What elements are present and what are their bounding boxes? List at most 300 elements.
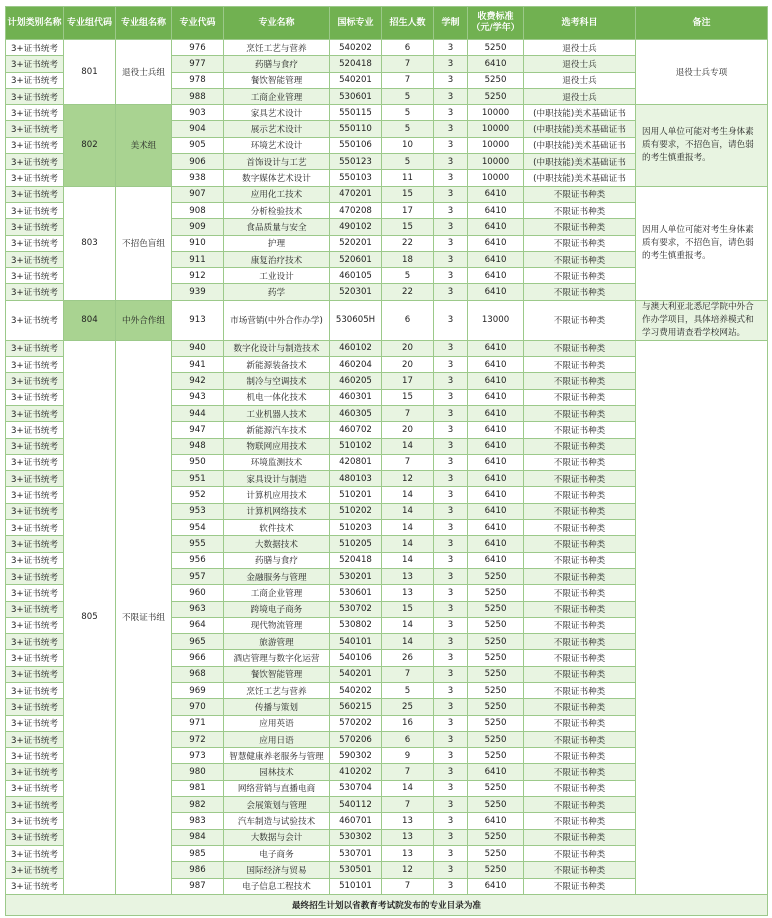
table-row: [6, 40, 768, 56]
duration-cell: 3: [434, 634, 468, 650]
national-major-code-cell: 470208: [330, 202, 382, 218]
group-name-cell: 美术组: [116, 105, 172, 186]
enrollment-count-cell: 12: [382, 471, 434, 487]
exam-subject-cell: 不限证书种类: [524, 202, 636, 218]
tuition-cell: 6410: [468, 357, 524, 373]
admission-plan-table: [5, 6, 768, 916]
national-major-code-cell: 490102: [330, 219, 382, 235]
enrollment-count-cell: 13: [382, 845, 434, 861]
tuition-cell: 6410: [468, 405, 524, 421]
major-name-cell: 电子商务: [224, 845, 330, 861]
duration-cell: 3: [434, 154, 468, 170]
national-major-code-cell: 470201: [330, 186, 382, 202]
national-major-code-cell: 460702: [330, 422, 382, 438]
enrollment-count-cell: 14: [382, 634, 434, 650]
enrollment-count-cell: 7: [382, 878, 434, 894]
major-code-cell: 944: [172, 405, 224, 421]
plan-category-cell: 3+证书统考: [6, 373, 64, 389]
major-code-cell: 909: [172, 219, 224, 235]
group-code-cell: 805: [64, 340, 116, 894]
duration-cell: 3: [434, 373, 468, 389]
plan-category-cell: 3+证书统考: [6, 300, 64, 340]
plan-category-cell: 3+证书统考: [6, 471, 64, 487]
major-name-cell: 应用日语: [224, 731, 330, 747]
remark-cell: [636, 340, 768, 894]
major-code-cell: 955: [172, 536, 224, 552]
exam-subject-cell: 不限证书种类: [524, 780, 636, 796]
major-name-cell: 电子信息工程技术: [224, 878, 330, 894]
tuition-cell: 5250: [468, 650, 524, 666]
duration-cell: 3: [434, 471, 468, 487]
enrollment-count-cell: 7: [382, 405, 434, 421]
exam-subject-cell: 不限证书种类: [524, 284, 636, 300]
major-code-cell: 986: [172, 862, 224, 878]
major-code-cell: 960: [172, 585, 224, 601]
enrollment-count-cell: 22: [382, 284, 434, 300]
enrollment-count-cell: 14: [382, 780, 434, 796]
major-name-cell: 餐饮智能管理: [224, 666, 330, 682]
duration-cell: 3: [434, 666, 468, 682]
tuition-cell: 5250: [468, 72, 524, 88]
plan-category-cell: 3+证书统考: [6, 56, 64, 72]
tuition-cell: 6410: [468, 219, 524, 235]
major-code-cell: 911: [172, 251, 224, 267]
major-code-cell: 942: [172, 373, 224, 389]
header-cell: 收费标准（元/学年）: [468, 7, 524, 40]
major-code-cell: 980: [172, 764, 224, 780]
duration-cell: 3: [434, 682, 468, 698]
footer-row: [6, 894, 768, 915]
major-name-cell: 展示艺术设计: [224, 121, 330, 137]
plan-category-cell: 3+证书统考: [6, 731, 64, 747]
table-row: [6, 340, 768, 356]
national-major-code-cell: 510201: [330, 487, 382, 503]
header-cell: 专业组名称: [116, 7, 172, 40]
plan-category-cell: 3+证书统考: [6, 845, 64, 861]
enrollment-count-cell: 16: [382, 715, 434, 731]
major-code-cell: 939: [172, 284, 224, 300]
plan-category-cell: 3+证书统考: [6, 105, 64, 121]
exam-subject-cell: 不限证书种类: [524, 219, 636, 235]
major-code-cell: 952: [172, 487, 224, 503]
table-row: [6, 300, 768, 340]
plan-category-cell: 3+证书统考: [6, 536, 64, 552]
national-major-code-cell: 530601: [330, 585, 382, 601]
exam-subject-cell: 不限证书种类: [524, 405, 636, 421]
major-name-cell: 数字化设计与制造技术: [224, 340, 330, 356]
plan-category-cell: 3+证书统考: [6, 340, 64, 356]
major-code-cell: 940: [172, 340, 224, 356]
header-cell: 计划类别名称: [6, 7, 64, 40]
duration-cell: 3: [434, 340, 468, 356]
major-code-cell: 953: [172, 503, 224, 519]
plan-category-cell: 3+证书统考: [6, 72, 64, 88]
national-major-code-cell: 540201: [330, 72, 382, 88]
remark-cell: 因用人单位可能对考生身体素质有要求，不招色盲，请色弱的考生慎重报考。: [636, 105, 768, 186]
duration-cell: 3: [434, 422, 468, 438]
duration-cell: 3: [434, 601, 468, 617]
plan-category-cell: 3+证书统考: [6, 878, 64, 894]
plan-category-cell: 3+证书统考: [6, 552, 64, 568]
major-name-cell: 园林技术: [224, 764, 330, 780]
tuition-cell: 6410: [468, 202, 524, 218]
national-major-code-cell: 530704: [330, 780, 382, 796]
national-major-code-cell: 510205: [330, 536, 382, 552]
duration-cell: 3: [434, 284, 468, 300]
tuition-cell: 6410: [468, 268, 524, 284]
major-name-cell: 软件技术: [224, 520, 330, 536]
duration-cell: 3: [434, 170, 468, 186]
exam-subject-cell: 不限证书种类: [524, 845, 636, 861]
major-code-cell: 971: [172, 715, 224, 731]
enrollment-count-cell: 18: [382, 251, 434, 267]
enrollment-count-cell: 6: [382, 731, 434, 747]
tuition-cell: 5250: [468, 585, 524, 601]
duration-cell: 3: [434, 862, 468, 878]
exam-subject-cell: 不限证书种类: [524, 634, 636, 650]
table-row: [6, 186, 768, 202]
plan-category-cell: 3+证书统考: [6, 568, 64, 584]
duration-cell: 3: [434, 764, 468, 780]
plan-category-cell: 3+证书统考: [6, 797, 64, 813]
plan-category-cell: 3+证书统考: [6, 585, 64, 601]
major-code-cell: 951: [172, 471, 224, 487]
national-major-code-cell: 460105: [330, 268, 382, 284]
enrollment-count-cell: 14: [382, 536, 434, 552]
enrollment-count-cell: 14: [382, 552, 434, 568]
national-major-code-cell: 540112: [330, 797, 382, 813]
duration-cell: 3: [434, 88, 468, 104]
plan-category-cell: 3+证书统考: [6, 520, 64, 536]
header-cell: 专业代码: [172, 7, 224, 40]
national-major-code-cell: 510101: [330, 878, 382, 894]
plan-category-cell: 3+证书统考: [6, 780, 64, 796]
duration-cell: 3: [434, 780, 468, 796]
tuition-cell: 10000: [468, 170, 524, 186]
enrollment-count-cell: 7: [382, 666, 434, 682]
tuition-cell: 5250: [468, 797, 524, 813]
major-name-cell: 机电一体化技术: [224, 389, 330, 405]
exam-subject-cell: 不限证书种类: [524, 357, 636, 373]
tuition-cell: 5250: [468, 634, 524, 650]
national-major-code-cell: 520201: [330, 235, 382, 251]
header-cell: 备注: [636, 7, 768, 40]
duration-cell: 3: [434, 56, 468, 72]
major-code-cell: 948: [172, 438, 224, 454]
tuition-cell: 5250: [468, 601, 524, 617]
enrollment-count-cell: 13: [382, 813, 434, 829]
national-major-code-cell: 460305: [330, 405, 382, 421]
duration-cell: 3: [434, 405, 468, 421]
plan-category-cell: 3+证书统考: [6, 88, 64, 104]
duration-cell: 3: [434, 715, 468, 731]
major-code-cell: 957: [172, 568, 224, 584]
duration-cell: 3: [434, 520, 468, 536]
duration-cell: 3: [434, 300, 468, 340]
national-major-code-cell: 520418: [330, 56, 382, 72]
major-code-cell: 969: [172, 682, 224, 698]
duration-cell: 3: [434, 731, 468, 747]
major-name-cell: 智慧健康养老服务与管理: [224, 748, 330, 764]
exam-subject-cell: 不限证书种类: [524, 340, 636, 356]
group-code-cell: 801: [64, 40, 116, 105]
tuition-cell: 5250: [468, 682, 524, 698]
exam-subject-cell: (中职技能)美术基础证书: [524, 170, 636, 186]
enrollment-count-cell: 7: [382, 454, 434, 470]
duration-cell: 3: [434, 251, 468, 267]
tuition-cell: 5250: [468, 780, 524, 796]
national-major-code-cell: 480103: [330, 471, 382, 487]
admission-plan-table-wrapper: [5, 6, 767, 916]
enrollment-count-cell: 13: [382, 585, 434, 601]
tuition-cell: 6410: [468, 235, 524, 251]
tuition-cell: 5250: [468, 715, 524, 731]
major-name-cell: 药膳与食疗: [224, 56, 330, 72]
enrollment-count-cell: 15: [382, 219, 434, 235]
header-cell: 选考科目: [524, 7, 636, 40]
tuition-cell: 5250: [468, 40, 524, 56]
national-major-code-cell: 550110: [330, 121, 382, 137]
exam-subject-cell: 不限证书种类: [524, 585, 636, 601]
duration-cell: 3: [434, 878, 468, 894]
major-name-cell: 网络营销与直播电商: [224, 780, 330, 796]
national-major-code-cell: 530702: [330, 601, 382, 617]
enrollment-count-cell: 7: [382, 797, 434, 813]
duration-cell: 3: [434, 503, 468, 519]
tuition-cell: 6410: [468, 56, 524, 72]
major-name-cell: 国际经济与贸易: [224, 862, 330, 878]
exam-subject-cell: 不限证书种类: [524, 829, 636, 845]
enrollment-count-cell: 10: [382, 137, 434, 153]
major-code-cell: 908: [172, 202, 224, 218]
enrollment-count-cell: 14: [382, 503, 434, 519]
enrollment-count-cell: 20: [382, 340, 434, 356]
tuition-cell: 5250: [468, 666, 524, 682]
plan-category-cell: 3+证书统考: [6, 219, 64, 235]
major-name-cell: 药学: [224, 284, 330, 300]
national-major-code-cell: 530302: [330, 829, 382, 845]
exam-subject-cell: 退役士兵: [524, 88, 636, 104]
national-major-code-cell: 530201: [330, 568, 382, 584]
major-name-cell: 环境监测技术: [224, 454, 330, 470]
enrollment-count-cell: 26: [382, 650, 434, 666]
national-major-code-cell: 550106: [330, 137, 382, 153]
national-major-code-cell: 510203: [330, 520, 382, 536]
national-major-code-cell: 570202: [330, 715, 382, 731]
national-major-code-cell: 460701: [330, 813, 382, 829]
major-name-cell: 旅游管理: [224, 634, 330, 650]
plan-category-cell: 3+证书统考: [6, 284, 64, 300]
national-major-code-cell: 530701: [330, 845, 382, 861]
major-code-cell: 966: [172, 650, 224, 666]
major-name-cell: 药膳与食疗: [224, 552, 330, 568]
plan-category-cell: 3+证书统考: [6, 357, 64, 373]
major-name-cell: 新能源汽车技术: [224, 422, 330, 438]
duration-cell: 3: [434, 454, 468, 470]
plan-category-cell: 3+证书统考: [6, 715, 64, 731]
major-name-cell: 汽车制造与试验技术: [224, 813, 330, 829]
enrollment-count-cell: 14: [382, 520, 434, 536]
exam-subject-cell: 退役士兵: [524, 56, 636, 72]
plan-category-cell: 3+证书统考: [6, 202, 64, 218]
exam-subject-cell: 不限证书种类: [524, 503, 636, 519]
national-major-code-cell: 410202: [330, 764, 382, 780]
major-name-cell: 工业设计: [224, 268, 330, 284]
exam-subject-cell: 不限证书种类: [524, 601, 636, 617]
exam-subject-cell: 不限证书种类: [524, 454, 636, 470]
major-name-cell: 护理: [224, 235, 330, 251]
plan-category-cell: 3+证书统考: [6, 251, 64, 267]
major-code-cell: 985: [172, 845, 224, 861]
duration-cell: 3: [434, 137, 468, 153]
enrollment-count-cell: 25: [382, 699, 434, 715]
plan-category-cell: 3+证书统考: [6, 699, 64, 715]
national-major-code-cell: 510102: [330, 438, 382, 454]
national-major-code-cell: 560215: [330, 699, 382, 715]
enrollment-count-cell: 6: [382, 300, 434, 340]
national-major-code-cell: 530501: [330, 862, 382, 878]
major-name-cell: 市场营销(中外合作办学): [224, 300, 330, 340]
major-code-cell: 910: [172, 235, 224, 251]
tuition-cell: 5250: [468, 829, 524, 845]
national-major-code-cell: 550103: [330, 170, 382, 186]
major-name-cell: 首饰设计与工艺: [224, 154, 330, 170]
footer-note: 最终招生计划以省教育考试院发布的专业目录为准: [6, 894, 768, 915]
header-cell: 招生人数: [382, 7, 434, 40]
exam-subject-cell: 不限证书种类: [524, 471, 636, 487]
exam-subject-cell: 不限证书种类: [524, 438, 636, 454]
duration-cell: 3: [434, 699, 468, 715]
major-code-cell: 941: [172, 357, 224, 373]
exam-subject-cell: 退役士兵: [524, 40, 636, 56]
exam-subject-cell: (中职技能)美术基础证书: [524, 105, 636, 121]
tuition-cell: 6410: [468, 764, 524, 780]
exam-subject-cell: 不限证书种类: [524, 487, 636, 503]
table-body: [6, 40, 768, 895]
major-code-cell: 972: [172, 731, 224, 747]
plan-category-cell: 3+证书统考: [6, 503, 64, 519]
major-name-cell: 餐饮智能管理: [224, 72, 330, 88]
tuition-cell: 10000: [468, 154, 524, 170]
tuition-cell: 6410: [468, 186, 524, 202]
major-name-cell: 制冷与空调技术: [224, 373, 330, 389]
exam-subject-cell: 不限证书种类: [524, 748, 636, 764]
exam-subject-cell: 不限证书种类: [524, 389, 636, 405]
major-name-cell: 会展策划与管理: [224, 797, 330, 813]
exam-subject-cell: 不限证书种类: [524, 731, 636, 747]
plan-category-cell: 3+证书统考: [6, 170, 64, 186]
plan-category-cell: 3+证书统考: [6, 829, 64, 845]
plan-category-cell: 3+证书统考: [6, 235, 64, 251]
tuition-cell: 6410: [468, 487, 524, 503]
major-name-cell: 应用化工技术: [224, 186, 330, 202]
duration-cell: 3: [434, 845, 468, 861]
major-code-cell: 947: [172, 422, 224, 438]
duration-cell: 3: [434, 105, 468, 121]
major-code-cell: 988: [172, 88, 224, 104]
duration-cell: 3: [434, 357, 468, 373]
duration-cell: 3: [434, 536, 468, 552]
major-code-cell: 938: [172, 170, 224, 186]
enrollment-count-cell: 15: [382, 186, 434, 202]
national-major-code-cell: 520601: [330, 251, 382, 267]
tuition-cell: 6410: [468, 373, 524, 389]
enrollment-count-cell: 15: [382, 389, 434, 405]
major-code-cell: 904: [172, 121, 224, 137]
exam-subject-cell: 不限证书种类: [524, 520, 636, 536]
major-name-cell: 传播与策划: [224, 699, 330, 715]
duration-cell: 3: [434, 72, 468, 88]
duration-cell: 3: [434, 585, 468, 601]
major-code-cell: 950: [172, 454, 224, 470]
major-name-cell: 工业机器人技术: [224, 405, 330, 421]
exam-subject-cell: 不限证书种类: [524, 764, 636, 780]
table-row: [6, 105, 768, 121]
exam-subject-cell: 不限证书种类: [524, 552, 636, 568]
enrollment-count-cell: 5: [382, 154, 434, 170]
major-name-cell: 数字媒体艺术设计: [224, 170, 330, 186]
enrollment-count-cell: 14: [382, 487, 434, 503]
remark-cell: 与澳大利亚北悉尼学院中外合作办学项目，具体培养模式和学习费用请查看学校网站。: [636, 300, 768, 340]
major-name-cell: 酒店管理与数字化运营: [224, 650, 330, 666]
major-name-cell: 环境艺术设计: [224, 137, 330, 153]
exam-subject-cell: 不限证书种类: [524, 617, 636, 633]
plan-category-cell: 3+证书统考: [6, 764, 64, 780]
major-name-cell: 现代物流管理: [224, 617, 330, 633]
header-cell: 国标专业: [330, 7, 382, 40]
major-name-cell: 大数据技术: [224, 536, 330, 552]
plan-category-cell: 3+证书统考: [6, 454, 64, 470]
major-code-cell: 903: [172, 105, 224, 121]
exam-subject-cell: 不限证书种类: [524, 666, 636, 682]
national-major-code-cell: 520418: [330, 552, 382, 568]
major-code-cell: 963: [172, 601, 224, 617]
plan-category-cell: 3+证书统考: [6, 186, 64, 202]
national-major-code-cell: 530605H: [330, 300, 382, 340]
group-code-cell: 802: [64, 105, 116, 186]
plan-category-cell: 3+证书统考: [6, 268, 64, 284]
exam-subject-cell: 不限证书种类: [524, 813, 636, 829]
national-major-code-cell: 460301: [330, 389, 382, 405]
duration-cell: 3: [434, 568, 468, 584]
plan-category-cell: 3+证书统考: [6, 617, 64, 633]
tuition-cell: 5250: [468, 699, 524, 715]
major-code-cell: 907: [172, 186, 224, 202]
remark-cell: 退役士兵专项: [636, 40, 768, 105]
duration-cell: 3: [434, 829, 468, 845]
plan-category-cell: 3+证书统考: [6, 748, 64, 764]
tuition-cell: 6410: [468, 536, 524, 552]
duration-cell: 3: [434, 797, 468, 813]
national-major-code-cell: 540101: [330, 634, 382, 650]
tuition-cell: 10000: [468, 105, 524, 121]
enrollment-count-cell: 9: [382, 748, 434, 764]
duration-cell: 3: [434, 617, 468, 633]
major-code-cell: 987: [172, 878, 224, 894]
group-name-cell: 不招色盲组: [116, 186, 172, 300]
tuition-cell: 6410: [468, 520, 524, 536]
plan-category-cell: 3+证书统考: [6, 601, 64, 617]
exam-subject-cell: 不限证书种类: [524, 715, 636, 731]
enrollment-count-cell: 5: [382, 88, 434, 104]
plan-category-cell: 3+证书统考: [6, 40, 64, 56]
exam-subject-cell: 不限证书种类: [524, 862, 636, 878]
exam-subject-cell: 不限证书种类: [524, 650, 636, 666]
national-major-code-cell: 540202: [330, 682, 382, 698]
header-cell: 专业名称: [224, 7, 330, 40]
enrollment-count-cell: 12: [382, 862, 434, 878]
national-major-code-cell: 530601: [330, 88, 382, 104]
